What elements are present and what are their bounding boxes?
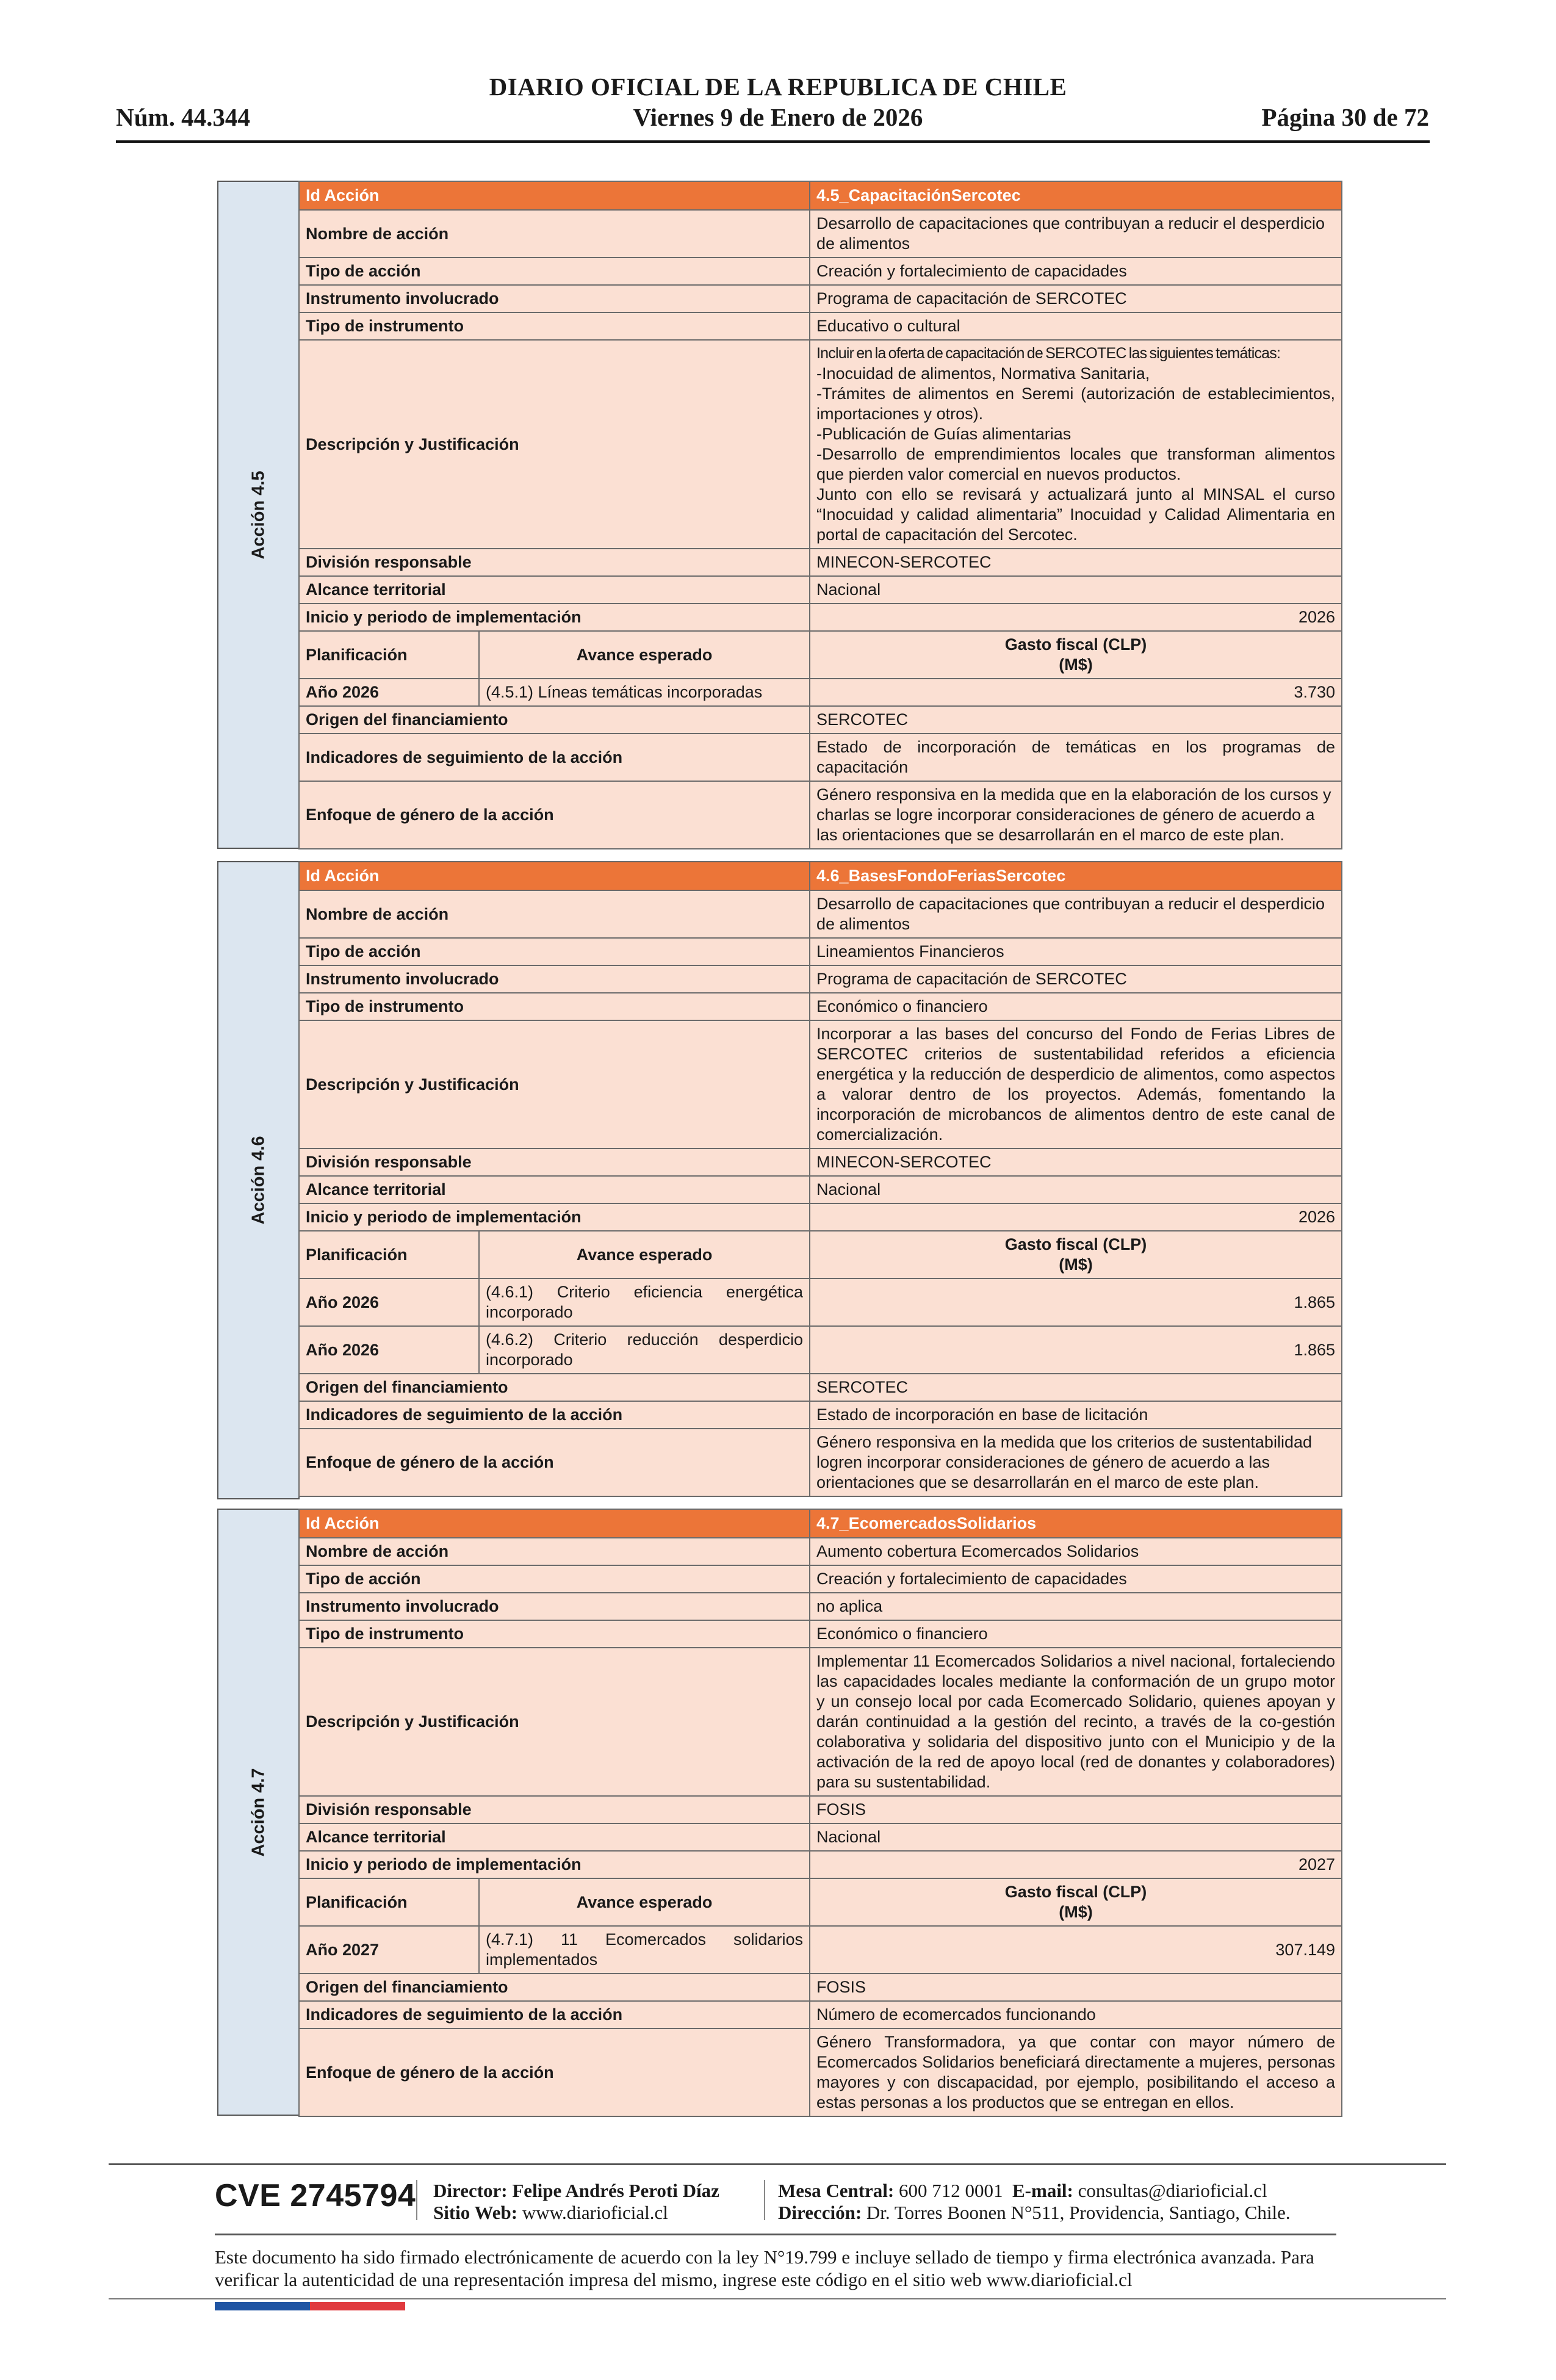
planning-avance: (4.6.1) Criterio eficiencia energética incorporado	[479, 1278, 810, 1326]
field-value: Económico o financiero	[810, 1620, 1342, 1648]
action-block-4-5	[217, 181, 1341, 849]
field-label: Enfoque de género de la acción	[299, 781, 810, 849]
field-value: Creación y fortalecimiento de capacidades	[810, 1565, 1342, 1593]
field-value: 2026	[810, 604, 1342, 631]
field-value: Género Transformadora, ya que contar con mayor número de Ecomercados Solidarios beneficiará directamente a mujeres, personas mayores y con discapacidad, por ejemplo, posibilitando el acceso a estas personas a los productos que se entregan en ellos.	[810, 2028, 1342, 2116]
planning-gasto: 1.865	[810, 1326, 1342, 1374]
table-row	[299, 2001, 1342, 2028]
action-side-label: Acción 4.5	[217, 181, 300, 849]
footer-separator	[416, 2180, 417, 2220]
field-label: Tipo de acción	[299, 258, 810, 285]
planning-row	[299, 1278, 1342, 1326]
table-row	[299, 965, 1342, 993]
description-line: Incorporar a las bases del concurso del Fondo de Ferias Libres de SERCOTEC criterios de sustentabilidad referidos a eficiencia energética y la reducción de desperdicio de alimentos, como aspectos a valorar dentro de los proyectos. Además, fomentando la incorporación de microbancos de alimentos dentro de este canal de comercialización.	[816, 1025, 1336, 1144]
field-value: Educativo o cultural	[810, 312, 1342, 340]
table-row	[299, 1796, 1342, 1823]
planning-year: Año 2027	[299, 1926, 479, 1974]
field-label: Origen del financiamiento	[299, 706, 810, 734]
id-row	[299, 862, 1342, 890]
id-value: 4.6_BasesFondoFeriasSercotec	[810, 862, 1342, 890]
table-row	[299, 549, 1342, 576]
table-row	[299, 781, 1342, 849]
action-table	[298, 1509, 1342, 2117]
planning-year: Año 2026	[299, 1278, 479, 1326]
planning-row	[299, 1326, 1342, 1374]
newspaper-title: DIARIO OFICIAL DE LA REPUBLICA DE CHILE	[489, 73, 1067, 101]
avance-label: Avance esperado	[479, 1231, 810, 1278]
table-row	[299, 1374, 1342, 1401]
action-side-label: Acción 4.7	[217, 1509, 300, 2116]
field-value: Económico o financiero	[810, 993, 1342, 1020]
field-label: División responsable	[299, 1796, 810, 1823]
table-row	[299, 938, 1342, 965]
description-line: Incluir en la oferta de capacitación de SERCOTEC las siguientes temáticas:	[816, 345, 1281, 362]
avance-label: Avance esperado	[479, 631, 810, 679]
field-label: Indicadores de seguimiento de la acción	[299, 1401, 810, 1429]
field-value: Lineamientos Financieros	[810, 938, 1342, 965]
field-value: SERCOTEC	[810, 706, 1342, 734]
phone-number: 600 712 0001	[899, 2180, 1003, 2201]
footer-separator	[764, 2180, 765, 2220]
description-line: Implementar 11 Ecomercados Solidarios a nivel nacional, fortaleciendo las capacidades locales mediante la conformación de un grupo motor y un consejo local por cada Ecomercado Solidario, quienes apoyan y darán continuidad a la gestión del recinto, a través de la co-gestión colaborativa y solidaria del dispositivo junto con el Municipio y de la activación de la red de apoyo local (red de donantes y colaboradores) para su sustentabilidad.	[816, 1652, 1336, 1791]
field-label: División responsable	[299, 1149, 810, 1176]
field-label: Inicio y periodo de implementación	[299, 1851, 810, 1878]
field-value: Estado de incorporación en base de licitación	[810, 1401, 1342, 1429]
gasto-label: Gasto fiscal (CLP) (M$)	[810, 1878, 1342, 1926]
id-label: Id Acción	[299, 1509, 810, 1538]
footer-contact-block: Mesa Central: 600 712 0001 E-mail: consultas@diarioficial.cl Dirección: Dr. Torres Boonen N°511, Providencia, Santiago, Chile.	[778, 2180, 1291, 2223]
field-value: no aplica	[810, 1593, 1342, 1620]
id-row	[299, 181, 1342, 210]
description-value	[810, 1020, 1342, 1149]
field-label: Tipo de acción	[299, 938, 810, 965]
field-value: Desarrollo de capacitaciones que contribuyan a reducir el desperdicio de alimentos	[810, 210, 1342, 258]
id-value: 4.5_CapacitaciónSercotec	[810, 181, 1342, 210]
table-row	[299, 604, 1342, 631]
field-label: Origen del financiamiento	[299, 1974, 810, 2001]
table-row	[299, 1648, 1342, 1796]
field-label: Descripción y Justificación	[299, 1648, 810, 1796]
field-label: Alcance territorial	[299, 1176, 810, 1203]
planning-row	[299, 1926, 1342, 1974]
field-label: Alcance territorial	[299, 1823, 810, 1851]
table-row	[299, 576, 1342, 604]
planning-header-row	[299, 1878, 1342, 1926]
field-label: Inicio y periodo de implementación	[299, 1203, 810, 1231]
table-row	[299, 1176, 1342, 1203]
field-label: División responsable	[299, 549, 810, 576]
field-value: MINECON-SERCOTEC	[810, 549, 1342, 576]
table-row	[299, 1620, 1342, 1648]
field-value: Estado de incorporación de temáticas en los programas de capacitación	[810, 734, 1342, 781]
field-label: Tipo de instrumento	[299, 312, 810, 340]
action-side-label: Acción 4.6	[217, 861, 300, 1499]
planning-header-row	[299, 1231, 1342, 1278]
field-value: MINECON-SERCOTEC	[810, 1149, 1342, 1176]
action-table	[298, 181, 1342, 849]
table-row	[299, 734, 1342, 781]
field-label: Instrumento involucrado	[299, 1593, 810, 1620]
field-label: Indicadores de seguimiento de la acción	[299, 2001, 810, 2028]
description-line: -Desarrollo de emprendimientos locales que transforman alimentos que pierden valor comercial en nuevos productos.	[816, 445, 1336, 483]
planning-gasto: 307.149	[810, 1926, 1342, 1974]
page-number: Página 30 de 72	[1261, 103, 1429, 131]
field-label: Inicio y periodo de implementación	[299, 604, 810, 631]
avance-label: Avance esperado	[479, 1878, 810, 1926]
field-value: Género responsiva en la medida que los criterios de sustentabilidad logren incorporar consideraciones de género de acuerdo a las orientaciones que se desarrollarán en el marco de este plan.	[810, 1429, 1342, 1496]
field-value: SERCOTEC	[810, 1374, 1342, 1401]
field-value: 2027	[810, 1851, 1342, 1878]
description-line: -Publicación de Guías alimentarias	[816, 425, 1072, 443]
field-label: Tipo de instrumento	[299, 1620, 810, 1648]
field-value: FOSIS	[810, 1974, 1342, 2001]
footer-divider	[109, 2163, 1446, 2165]
field-label: Enfoque de género de la acción	[299, 1429, 810, 1496]
planning-year: Año 2026	[299, 1326, 479, 1374]
field-label: Nombre de acción	[299, 210, 810, 258]
table-row	[299, 890, 1342, 938]
field-label: Origen del financiamiento	[299, 1374, 810, 1401]
description-line: Junto con ello se revisará y actualizará junto al MINSAL el curso “Inocuidad y calidad alimentaria” Inocuidad y Calidad Alimentaria en portal de capacitación del Sercotec.	[816, 485, 1336, 544]
field-label: Nombre de acción	[299, 890, 810, 938]
table-row	[299, 1429, 1342, 1496]
field-value: Género responsiva en la medida que en la elaboración de los cursos y charlas se logre incorporar consideraciones de género de acuerdo a las orientaciones que se desarrollarán en el marco de este plan.	[810, 781, 1342, 849]
field-label: Descripción y Justificación	[299, 340, 810, 549]
table-row	[299, 1020, 1342, 1149]
planning-avance: (4.6.2) Criterio reducción desperdicio incorporado	[479, 1326, 810, 1374]
website-link[interactable]: www.diarioficial.cl	[522, 2202, 668, 2223]
description-line: -Inocuidad de alimentos, Normativa Sanitaria,	[816, 364, 1150, 383]
planning-year: Año 2026	[299, 679, 479, 706]
field-value: Creación y fortalecimiento de capacidades	[810, 258, 1342, 285]
table-row	[299, 1851, 1342, 1878]
table-row	[299, 340, 1342, 549]
email-link[interactable]: consultas@diarioficial.cl	[1078, 2180, 1267, 2201]
flag-stripe-red	[310, 2302, 405, 2310]
header-divider	[116, 140, 1430, 143]
planning-label: Planificación	[299, 631, 479, 679]
id-row	[299, 1509, 1342, 1538]
field-label: Tipo de instrumento	[299, 993, 810, 1020]
action-block-4-7	[217, 1509, 1341, 2116]
field-label: Tipo de acción	[299, 1565, 810, 1593]
table-row	[299, 993, 1342, 1020]
id-label: Id Acción	[299, 862, 810, 890]
field-value: Programa de capacitación de SERCOTEC	[810, 965, 1342, 993]
planning-gasto: 1.865	[810, 1278, 1342, 1326]
field-label: Descripción y Justificación	[299, 1020, 810, 1149]
field-label: Indicadores de seguimiento de la acción	[299, 734, 810, 781]
table-row	[299, 1149, 1342, 1176]
planning-gasto: 3.730	[810, 679, 1342, 706]
footer-divider	[109, 2298, 1446, 2299]
gasto-label: Gasto fiscal (CLP) (M$)	[810, 1231, 1342, 1278]
planning-header-row	[299, 631, 1342, 679]
field-value: Nacional	[810, 1823, 1342, 1851]
table-row	[299, 706, 1342, 734]
description-value	[810, 1648, 1342, 1796]
field-value: Número de ecomercados funcionando	[810, 2001, 1342, 2028]
table-row	[299, 258, 1342, 285]
field-value: Nacional	[810, 1176, 1342, 1203]
field-value: Nacional	[810, 576, 1342, 604]
field-value: 2026	[810, 1203, 1342, 1231]
table-row	[299, 210, 1342, 258]
issue-number: Núm. 44.344	[116, 103, 250, 131]
field-label: Instrumento involucrado	[299, 965, 810, 993]
planning-row	[299, 679, 1342, 706]
field-label: Alcance territorial	[299, 576, 810, 604]
field-value: Desarrollo de capacitaciones que contribuyan a reducir el desperdicio de alimentos	[810, 890, 1342, 938]
table-row	[299, 1823, 1342, 1851]
table-row	[299, 285, 1342, 312]
action-table	[298, 861, 1342, 1497]
table-row	[299, 1538, 1342, 1565]
gasto-label: Gasto fiscal (CLP) (M$)	[810, 631, 1342, 679]
signature-note: Este documento ha sido firmado electrónicamente de acuerdo con la ley N°19.799 e incluye sellado de tiempo y firma electrónica avanzada. Para verificar la autenticidad de una representación impresa del mismo, ingrese este código en el sitio web www.diarioficial.cl	[215, 2246, 1314, 2290]
planning-avance: (4.5.1) Líneas temáticas incorporadas	[479, 679, 810, 706]
table-row	[299, 1401, 1342, 1429]
field-value: Programa de capacitación de SERCOTEC	[810, 285, 1342, 312]
field-label: Instrumento involucrado	[299, 285, 810, 312]
address: Dr. Torres Boonen N°511, Providencia, Santiago, Chile.	[866, 2202, 1291, 2223]
action-block-4-6	[217, 861, 1341, 1499]
table-row	[299, 1974, 1342, 2001]
table-row	[299, 2028, 1342, 2116]
table-row	[299, 312, 1342, 340]
page-header	[0, 0, 1556, 146]
footer-director-block: Director: Felipe Andrés Peroti Díaz Sitio Web: www.diarioficial.cl	[433, 2180, 719, 2223]
description-line: -Trámites de alimentos en Seremi (autorización de establecimientos, importaciones y otros).	[816, 384, 1336, 423]
planning-avance: (4.7.1) 11 Ecomercados solidarios implementados	[479, 1926, 810, 1974]
flag-stripe-blue	[215, 2302, 310, 2310]
field-label: Nombre de acción	[299, 1538, 810, 1565]
field-value: FOSIS	[810, 1796, 1342, 1823]
table-row	[299, 1593, 1342, 1620]
planning-label: Planificación	[299, 1231, 479, 1278]
footer-divider	[215, 2234, 1336, 2235]
field-label: Enfoque de género de la acción	[299, 2028, 810, 2116]
director-name: Felipe Andrés Peroti Díaz	[512, 2180, 719, 2201]
planning-label: Planificación	[299, 1878, 479, 1926]
description-value	[810, 340, 1342, 549]
cve-code: CVE 2745794	[215, 2178, 416, 2213]
table-row	[299, 1203, 1342, 1231]
table-row	[299, 1565, 1342, 1593]
issue-date: Viernes 9 de Enero de 2026	[633, 103, 923, 131]
id-value: 4.7_EcomercadosSolidarios	[810, 1509, 1342, 1538]
field-value: Aumento cobertura Ecomercados Solidarios	[810, 1538, 1342, 1565]
id-label: Id Acción	[299, 181, 810, 210]
